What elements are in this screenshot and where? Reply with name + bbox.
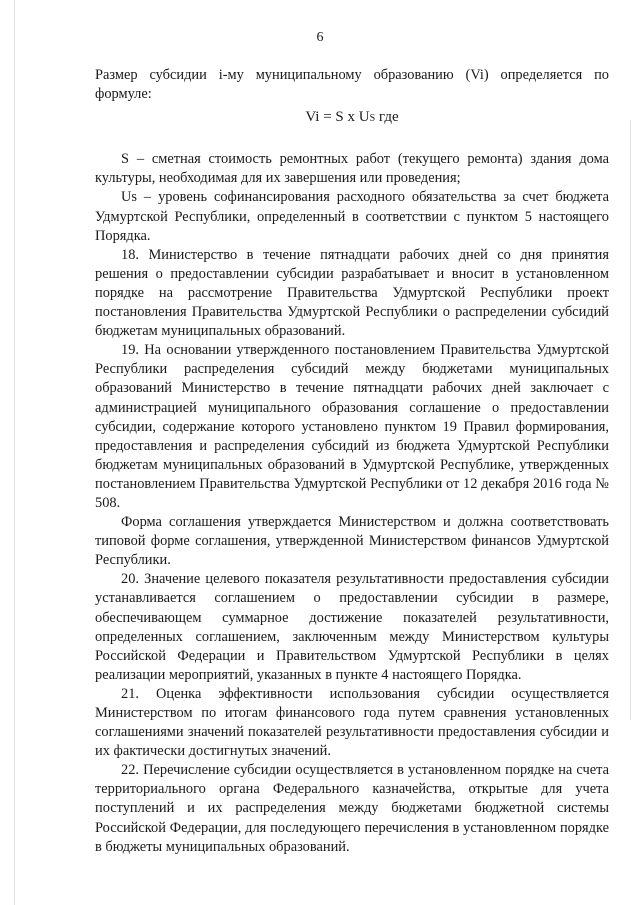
formula: [95, 108, 609, 128]
paragraph-19-form: Форма соглашения утверждается Министерством и должна соответствовать типовой форме соглашения, утвержденной Министерством финансов Удмуртской Республики.: [95, 514, 609, 569]
scan-edge-right: [630, 120, 631, 720]
paragraph-intro: Размер субсидии i-му муниципальному образованию (Vi) определяется по формуле:: [95, 67, 609, 103]
paragraph-19: 19. На основании утвержденного постановлением Правительства Удмуртской Республики распределения субсидий между бюджетами муниципальных образований Министерство в течение пятнадцати рабочих дней заключает с администрацией муниципального образования соглашение о предоставлении субсидии, содержание которого установлено пунктом 19 Правил формирования, предоставления и распределения субсидий из бюджета Удмуртской Республики бюджетам муниципальных образований в Удмуртской Республике, утвержденных постановлением Правительства Удмуртской Республики от 12 декабря 2016 года № 508.: [95, 342, 609, 511]
paragraph-us-definition: Us – уровень софинансирования расходного обязательства за счет бюджета Удмуртской Республики, определенный в соответствии с пунктом 5 настоящего Порядка.: [95, 189, 609, 244]
document-body: [95, 66, 609, 857]
formula-tail: где: [375, 109, 399, 126]
formula-subscript: S: [369, 113, 376, 125]
page-number: 6: [316, 30, 324, 45]
formula-main: Vi = S x U: [305, 109, 370, 126]
paragraph-s-definition: S – сметная стоимость ремонтных работ (текущего ремонта) здания дома культуры, необходимая для их завершения или проведения;: [95, 151, 609, 187]
scan-edge-left: [14, 0, 15, 905]
paragraph-20: 20. Значение целевого показателя результативности предоставления субсидии устанавливается соглашением о предоставлении субсидии в размере, обеспечивающем суммарное достижение показателей результативности, определенных соглашением, заключенным между Министерством культуры Российской Федерации и Правительством Удмуртской Республики в целях реализации мероприятий, указанных в пункте 4 настоящего Порядка.: [95, 571, 609, 683]
paragraph-18: 18. Министерство в течение пятнадцати рабочих дней со дня принятия решения о предоставлении субсидии разрабатывает и вносит в установленном порядке на рассмотрение Правительства Удмуртской Республики проект постановления Правительства Удмуртской Республики о распределении субсидий бюджетам муниципальных образований.: [95, 246, 609, 340]
paragraph-22: 22. Перечисление субсидии осуществляется в установленном порядке на счета территориального органа Федерального казначейства, открытые для учета поступлений и их распределения между бюджетами бюджетной системы Российской Федерации, для последующего перечисления в установленном порядке в бюджеты муниципальных образований.: [95, 762, 609, 855]
paragraph-21: 21. Оценка эффективности использования субсидии осуществляется Министерством по итогам финансового года путем сравнения установленных соглашениями значений показателей результативности предоставления субсидии и их фактически достигнутых значений.: [95, 685, 609, 760]
